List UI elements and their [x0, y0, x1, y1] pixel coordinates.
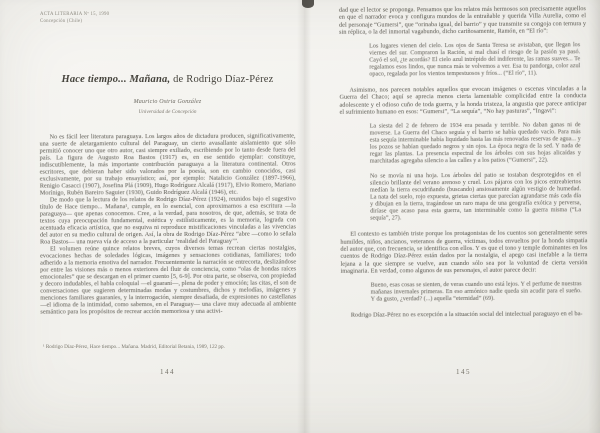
article-title-rest: de Rodrigo Díaz-Pérez [170, 74, 274, 85]
footnote: ¹ Rodrigo Díaz-Pérez, Hace tiempo... Mañana. Madrid, Editorial Betania, 1989, 122 pp. [43, 344, 225, 350]
right-page-body [339, 5, 588, 359]
article-title [35, 74, 300, 85]
blockquote: No se movía ni una hoja. Los árboles del patio se tostaban desprotegidos en el silencio brillante del verano arenoso y cruel. Los pájaros con los picos entreabiertos medían la tierra escudriñando (buscando) ansiosamente algún vestigio de humedad. La nata del suelo, rojo expuesta, grietas ciertas que parecían agrandarse más cada día y dibujan en la tierra, tragándose un raro mapa de una geografía exótica y perversa, diríase que acaso pasa esta guerra, tan interminable como la guerra misma (“La sequía”, 27). [369, 172, 582, 222]
paragraph: dad que el lector se proponga. Pensamos que los relatos más hermosos son precisamente aquellos en que el narrador evoca y configura mundos de la entrañable y querida Villa Aurelia, como el del personaje “Gumersi”, que “orinaba igual, del barrio” y que transmite su congoja con ternura y sin réplica, o la del inmortal vagabundo, dicho cariñosamente, Ramón, en “El río”: [338, 5, 587, 36]
journal-title: ACTA LITERARIA Nº 15, 1990 [40, 12, 110, 17]
left-page-body [40, 132, 297, 335]
paragraph: El volumen reúne quince relatos breves, cuyos diversos temas recrean ciertas nostalgias, evocaciones hechas de soledades lógicas, imágenes y sensaciones cotidianas, familiares; todo adherido a la memoria emotiva del narrador. Frecuentemente la narración se entrecorta, deslizándose por entre las visiones más o menos exteriores del fluir de conciencia, como “olas de hondas raíces emocionales” que se descargan en el primer cuento [5, 6-9]. Por otra parte, se observa, con propiedad y decoro indudables, el habla coloquial —el guaraní—, plena de poder y emoción; las citas, el son de conversaciones que sugieren determinadas modas y costumbres, dichos y melodías, imágenes y menciones familiares guaraníes, y la interrogación, siempre desafiada, de expresiones no castellanas —el idioma de la intimidad, como sabemos, en el Paraguay— una clave muy adecuada al ambiente semántico para los propósitos de recrear acción memoriosa y una activi- [40, 244, 297, 316]
page-number-left: 144 [160, 368, 175, 376]
book-title: Hace tiempo... Mañana, [61, 74, 171, 85]
blockquote: La siesta del 2 de febrero de 1934 era pesada y terrible. No daban ganas ni de moverse. La Guerra del Chaco seguía y el barrio se había quedado vacío. Para más esta sequía interminable había liquidado hasta las más renovadas reservas de agua... y los pozos se habían quedado negros y sin ojos. La época negra de la sed. Y nada de regar las plantas. La presencia espectral de los árboles con sus hojas alicaídas y marchitadas agregaba silencio a las calles y a los patios (“Gumersi”, 22). [369, 122, 581, 165]
scan-artifact-smudge [302, 0, 314, 8]
paragraph: No es fácil leer literatura paraguaya. Los largos años de dictadura producen, significativamente, una suerte de aletargamiento cultural del Paraguay, un cierto avasallante aislamiento que sólo permitió conocer uno que otro autor, casi siempre exiliado, escribiendo por lo tanto desde fuera del país. La figura de Augusto Roa Bastos (1917) es, en ese sentido ejemplar: constituye, indiscutiblemente, la más importante contribución paraguaya a la literatura continental. Otros escritores, que debieran haber sido valorados por la poesía, son en cambio conocidos, casi exclusivamente, por su trabajo ensayístico; así, por ejemplo: Natalicio González (1897-1966), Renigio Casacci (1907), Josefina Plá (1909), Hugo Rodríguez Alcalá (1917), Elvio Romero, Mariano Morínigo, Rubén Bareiro Saguier (1930), Guido Rodríguez Alcalá (1946), etc. [39, 132, 296, 197]
paragraph: Rodrigo Díaz-Pérez no es excepción a la situación social del intelectual paraguayo en el ba- [350, 310, 583, 319]
blockquote: Los lugares vienen del cielo. Los ojos de Santa Teresa se avistaban, que llegan los viernes del sur. Compraron la Ración, si mal chasí el riesgo de la pasión ya pasó. Cayó el sol, ¿te acordás? El cielo azul intrépido del indiferente, las ramas suaves... Te regalamos esos lindos, que nunca más te volvemos a ver. Esa tu pandorga, color azul opaco, regalada por los vientos tempestuosos y fríos... (“El río”, 11). [369, 42, 581, 78]
page-number-right: 145 [456, 368, 471, 376]
author-name: Mauricio Ostria González [133, 99, 202, 105]
blockquote: Bueno, esas cosas se sienten, de veras cuando uno está lejos. Y el perfume de nuestras mañanas invernales primeras. En eso armónico nadie queda sin acudir para el sueño. Y da gusto, ¿verdad? (...) aquella “eternidad” (69). [370, 281, 582, 303]
paragraph: El contexto es también triste porque los protagonistas de los cuentos son generalmente seres humildes, niños, ancianos, veteranos de guerra, víctimas, todos envueltos por la honda simpatía del autor que, con frecuencia, se identifica con ellos. Y es que el tono y temple dominantes en los cuentos de Rodrigo Díaz-Pérez están dados por la nostalgia, el apego casi inefable a la tierra lejana a la que siempre se vuelve, aun cuando sólo sea por la voluntad de cierta versión imaginaria. En verdad, como algunos de sus personajes, el autor parece decir: [340, 229, 588, 275]
page-left [35, 0, 300, 433]
paragraph: De modo que la lectura de los relatos de Rodrigo Díaz-Pérez (1924), reunidos bajo el sugestivo título de Hace tiempo... Mañana¹, cumple, en lo esencial, con aproximarnos a esa escritura —la paraguaya— que apenas conocemos. Cree, a la verdad, para nosotros, de que, además, se trata de textos cuya preocupación fundamental, estética y estilísticamente, es la memoria, lograda con acentuada eficacia artística, que no esquiva ni reproduce mistificaciones vinculadas a las vivencias del autor en su medio cultural de origen. Así, la obra de Rodrigo Díaz-Pérez “abre —como lo señala Roa Bastos— una nueva vía de acceso a la particular ‘realidad del Paraguay’”. [39, 195, 297, 246]
paragraph: Asimismo, nos parecen notables aquellos que evocan imágenes o escenas vinculadas a la Guerra del Chaco; aquí se aprecia menos cierta lamentable complicidad entre la conducta adolescente y el odioso cuño de toda guerra, y la honda tristeza, la angustia que parece anticipar el sufrimiento humano en esos: “Gumersi”, “La sequía”, “No hay pasturas”, “Ingavi”: [339, 85, 587, 116]
author-affiliation: Universidad de Concepción [138, 109, 197, 115]
page-right [305, 0, 593, 433]
journal-header [40, 12, 109, 25]
journal-place: Concepción (Chile) [40, 18, 83, 24]
